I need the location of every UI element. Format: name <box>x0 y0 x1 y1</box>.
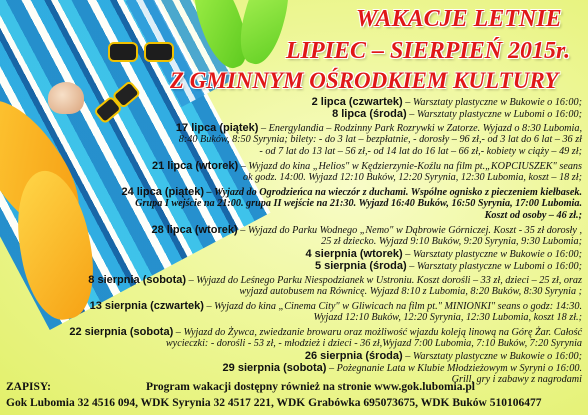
event-text: – Wyjazd do kina „Helios" w Kędzierzynie-Koźlu na film pt.„KOPCIUSZEK" seans <box>240 161 582 172</box>
event-date: 24 lipca (piątek) <box>121 186 204 198</box>
event-text: – Wyjazd do Leśnego Parku Niespodzianek w Ustroniu. Koszt dorośli – 33 zł, dzieci – 25 zł, oraz <box>188 275 582 286</box>
event-text: – Warsztaty plastyczne w Bukowie o 16:00; <box>405 249 582 260</box>
event-date: 17 lipca (piątek) <box>175 122 259 134</box>
event-text: – Warsztaty plastyczne w Lubomi o 16:00; <box>409 261 582 272</box>
event-text-line <box>313 312 582 324</box>
event-text: wycieczki: - dorośli - 53 zł, - młodzież i dzieci - 36 zł,Wyjazd 7:00 Lubomia, 7:10 Buków, 7:20 Syrynia <box>165 338 582 349</box>
event-text-line <box>135 198 582 210</box>
event-text: – Wyjazd do Żywca, zwiedzanie browaru oraz możliwość wjazdu koleją linową na Górę Żar. Całość <box>175 327 582 338</box>
event-text: wyjazd autobusem na Równicę. Wyjazd 8:10 z Lubomia, 8:20 Buków, 8:30 Syrynia ; <box>239 286 582 297</box>
event-text: – Warsztaty plastyczne w Lubomi o 16:00; <box>409 109 582 120</box>
signup-label: ZAPISY: <box>6 381 51 393</box>
event-text: Wyjazd 12:10 Buków, 12:20 Syrynia, 12:30 Lubomia, koszt 18 zł.; <box>313 312 582 323</box>
event-date: 4 sierpnia (wtorek) <box>305 248 403 260</box>
event-text: – Warsztaty plastyczne w Bukowie o 16:00; <box>405 97 582 108</box>
event-date: 5 sierpnia (środa) <box>314 260 407 272</box>
event-item <box>332 108 582 121</box>
event-text: 25 zł dziecko. Wyjazd 9:10 Buków, 9:20 Syrynia, 9:30 Lubomia; <box>321 236 582 247</box>
event-text-line <box>259 146 582 158</box>
event-date: 8 lipca (środa) <box>332 108 407 120</box>
event-text: – Energylandia – Rodzinny Park Rozrywki w Zatorze. Wyjazd o 8:30 Lubomia, <box>261 123 582 134</box>
event-text: – Pożegnanie Lata w Klubie Młodzieżowym w Syryni o 16:00. <box>329 363 582 374</box>
event-text: – Wyjazd do kina „Cinema City" w Gliwicach na film pt." MINIONKI" seans o godz: 14:30. <box>206 301 582 312</box>
event-date: 21 lipca (wtorek) <box>151 160 239 172</box>
sunglasses-image <box>108 38 178 60</box>
program-info: Program wakacji dostępny również na stronie www.gok.lubomia.pl <box>146 381 475 393</box>
event-date: 8 sierpnia (sobota) <box>88 274 187 286</box>
event-text: - od 7 lat do 13 lat – 56 zł,- od 14 lat do 16 lat – 66 zł,- kobiety w ciąży – 49 zł; <box>259 146 582 157</box>
event-text-line <box>239 286 582 298</box>
event-text: Koszt od osoby – 46 zł.; <box>484 210 582 221</box>
title-line-3: Z GMINNYM OŚRODKIEM KULTURY <box>170 68 559 93</box>
event-date: 13 sierpnia (czwartek) <box>89 300 204 312</box>
title-line-2: LIPIEC – SIERPIEŃ 2015r. <box>286 38 571 64</box>
event-text: ok godz. 14:00. Wyjazd 12:10 Buków, 12:20 Syrynia, 12:30 Lubomia, koszt – 18 zł; <box>243 172 582 183</box>
event-text: 8:40 Buków, 8:50 Syrynia; bilety: - do 3 lat – bezpłatnie, - dorosły – 96 zł,- od 3 lat do 6 lat – 36 zł <box>178 134 582 145</box>
event-date: 29 sierpnia (sobota) <box>222 362 327 374</box>
event-text: – Wyjazd do Parku Wodnego „Nemo" w Dąbrowie Górniczej. Koszt - 35 zł dorosły , <box>240 225 582 236</box>
event-date: 26 sierpnia (środa) <box>304 350 403 362</box>
event-text: Grill, gry i zabawy z nagrodami <box>451 374 582 385</box>
event-item <box>315 260 582 273</box>
footer-contacts: Gok Lubomia 32 4516 094, WDK Syrynia 32 4517 221, WDK Grabówka 695073675, WDK Buków 510106477 <box>6 397 542 409</box>
event-date: 22 sierpnia (sobota) <box>69 326 174 338</box>
seashell-image <box>48 82 84 114</box>
event-date: 28 lipca (wtorek) <box>151 224 238 236</box>
event-text-line <box>166 338 582 350</box>
event-text: Grupa I wejście na 21:00. grupa II wejście na 21:30. Wyjazd 16:40 Buków, 16:50 Syrynia, 17:00 Lubomia. <box>135 198 582 209</box>
event-text: – Wyjazd do Ogrodzieńca na wieczór z duchami. Wspólne ognisko z pieczeniem kiełbasek. <box>206 187 582 198</box>
event-text-line <box>243 172 582 184</box>
event-date: 2 lipca (czwartek) <box>311 96 403 108</box>
event-text: – Warsztaty plastyczne w Bukowie o 16:00; <box>405 351 582 362</box>
event-text-line <box>321 236 582 248</box>
event-text-line <box>179 134 582 146</box>
title-line-1: WAKACJE LETNIE <box>356 6 562 32</box>
event-text-line <box>485 210 582 222</box>
